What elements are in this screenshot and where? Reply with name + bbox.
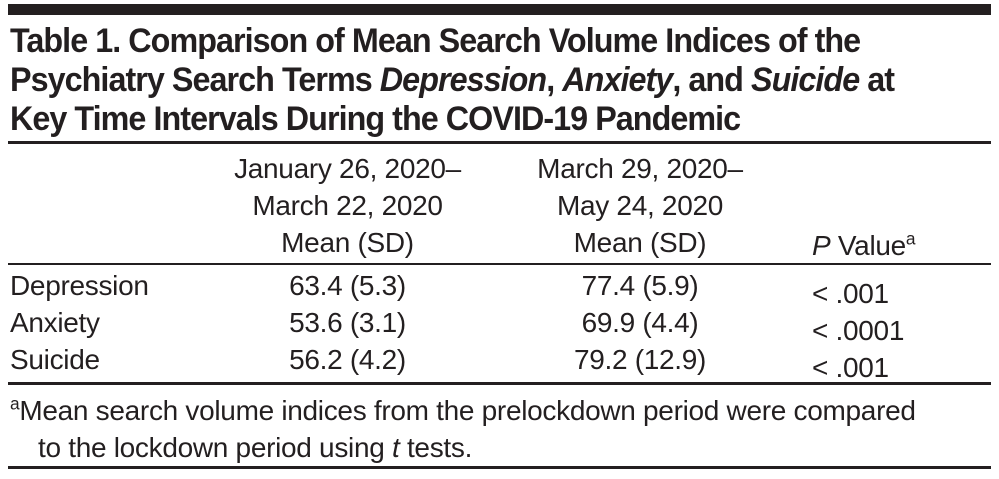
row-suicide-mean1: 56.2 (4.2) — [289, 344, 406, 375]
period1-line2: March 22, 2020 — [252, 190, 443, 221]
table-header-stats — [8, 224, 991, 263]
title-line2-sep1: , — [546, 61, 563, 99]
footnote-text2-post: tests. — [399, 432, 473, 463]
p-value-p: P — [812, 230, 831, 261]
title-term-anxiety: Anxiety — [562, 61, 673, 99]
table-body — [8, 265, 991, 382]
title-line2 — [10, 61, 894, 99]
row-anxiety-mean2: 69.9 (4.4) — [581, 307, 699, 338]
row-depression-p — [790, 267, 991, 309]
title-line2-post: at — [859, 61, 895, 99]
footnote-line2 — [10, 429, 991, 466]
title-line2-pre: Psychiatry Search Terms — [10, 61, 380, 99]
footnote-text2-pre: to the lockdown period using — [38, 432, 392, 463]
title-term-depression: Depression — [379, 61, 547, 99]
table-footnote — [10, 392, 991, 466]
row-anxiety-p — [790, 304, 991, 346]
period2-line1: March 29, 2020– — [537, 153, 743, 184]
p-value-footnote-marker: a — [905, 228, 916, 249]
footnote-text1: Mean search volume indices from the prelockdown period were compared — [19, 395, 916, 426]
row-depression-term: Depression — [10, 270, 149, 301]
footnote-t-italic: t — [391, 432, 400, 463]
row-anxiety-mean1: 53.6 (3.1) — [289, 307, 406, 338]
footnote-marker: a — [10, 393, 20, 414]
top-bar — [8, 4, 991, 15]
col-header-mean-sd-2: Mean (SD) — [573, 227, 707, 258]
title-line3: Key Time Intervals During the COVID-19 Pandemic — [10, 100, 741, 138]
period1-line1: January 26, 2020– — [234, 153, 461, 184]
table-title — [10, 22, 993, 139]
bottom-rule — [8, 466, 991, 469]
row-suicide-mean2: 79.2 (12.9) — [573, 344, 707, 375]
p-value-cell: < .001 — [812, 352, 889, 383]
subheader-spacer — [8, 224, 205, 261]
col-header-mean-sd-1: Mean (SD) — [281, 227, 414, 258]
row-depression-mean2: 77.4 (5.9) — [581, 270, 699, 301]
row-suicide-p — [790, 341, 991, 383]
row-anxiety-term: Anxiety — [10, 307, 100, 338]
header-spacer — [8, 150, 205, 224]
title-line1: Table 1. Comparison of Mean Search Volume Indices of the — [10, 22, 861, 60]
footnote-line1 — [10, 392, 991, 429]
row-depression-mean1: 63.4 (5.3) — [289, 270, 406, 301]
title-line2-sep2: , and — [672, 61, 751, 99]
col-header-p-value — [790, 224, 991, 261]
table-header-periods — [8, 144, 991, 224]
col-header-period2 — [490, 150, 790, 224]
header-spacer — [790, 150, 991, 224]
row-suicide-term: Suicide — [10, 344, 100, 375]
p-value-cell: < .0001 — [812, 315, 905, 346]
p-value-rest: Value — [830, 230, 906, 261]
period2-line2: May 24, 2020 — [556, 190, 724, 221]
col-header-period1 — [205, 150, 490, 224]
p-value-cell: < .001 — [812, 278, 889, 309]
p-value-label — [812, 230, 915, 261]
title-term-suicide: Suicide — [750, 61, 860, 99]
